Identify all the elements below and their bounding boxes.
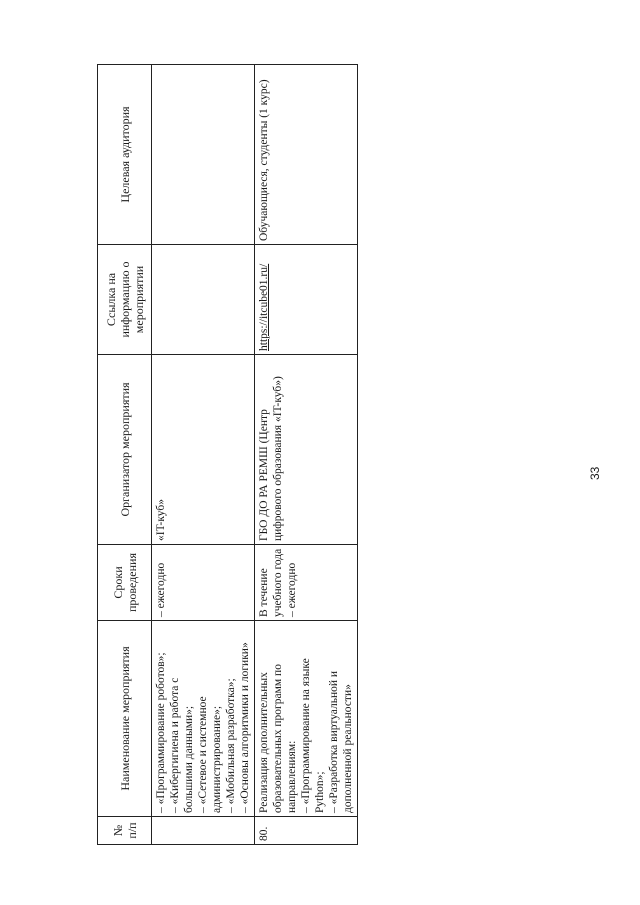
event-info-link[interactable]: https://itcube01.ru/: [258, 263, 270, 351]
cell-dates: В течение учебного года – ежегодно: [255, 545, 358, 621]
list-item: – «Мобильная разработка»;: [225, 678, 237, 813]
header-organizer: Организатор мероприятия: [98, 355, 152, 545]
cell-organizer: «IT-куб»: [152, 355, 255, 545]
header-audience: Целевая аудитория: [98, 65, 152, 245]
list-item: – «Разработка виртуальной и дополненной реальности»: [328, 670, 354, 813]
events-table: [97, 64, 358, 845]
table-row: [255, 65, 358, 845]
cell-audience: [152, 65, 255, 245]
cell-dates: – ежегодно: [152, 545, 255, 621]
table-row: [152, 65, 255, 845]
list-item: – «Сетевое и системное администрирование»;: [197, 696, 223, 813]
list-item: – «Основы алгоритмики и логики»: [239, 642, 251, 813]
header-dates: Сроки проведения: [98, 545, 152, 621]
cell-link: [152, 245, 255, 355]
cell-num: [152, 817, 255, 845]
list-item: – «Кибергигиена и работа с большими данными»;: [169, 677, 195, 813]
cell-link: [255, 245, 358, 355]
cell-organizer: ГБО ДО РА РЕМШ (Центр цифрового образования «IT-куб»): [255, 355, 358, 545]
header-num: № п/п: [98, 817, 152, 845]
cell-name: [255, 621, 358, 817]
cell-name: [152, 621, 255, 817]
table-header-row: [98, 65, 152, 845]
cell-num: 80.: [255, 817, 358, 845]
page-number: [588, 460, 608, 490]
cell-audience: Обучающиеся, студенты (1 курс): [255, 65, 358, 245]
list-item: – «Программирование роботов»;: [155, 652, 167, 813]
list-item: – «Программирование на языке Python»;: [300, 658, 326, 813]
header-link: Ссылка на информацию о мероприятии: [98, 245, 152, 355]
header-name: Наименование мероприятия: [98, 621, 152, 817]
rotated-page-content: [97, 65, 354, 845]
page-number-text: 33: [588, 466, 602, 480]
list-item: Реализация дополнительных образовательных программ по направлениям:: [258, 664, 298, 813]
